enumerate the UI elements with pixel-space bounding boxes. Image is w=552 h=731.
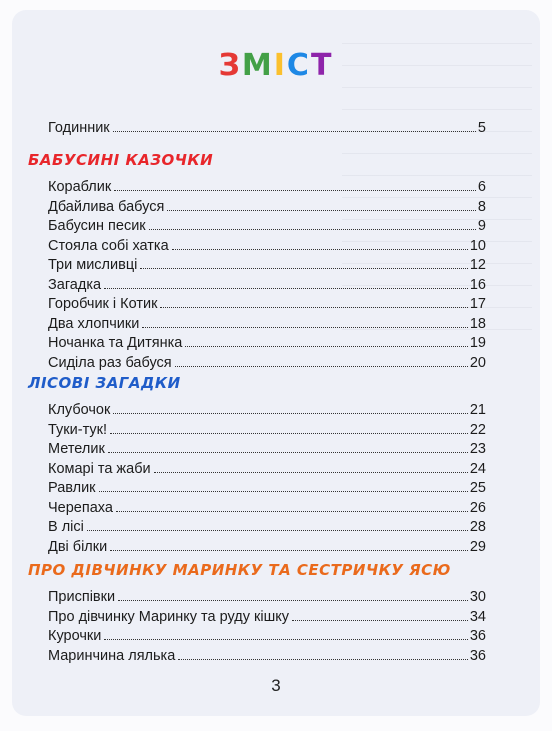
toc-entry-page: 19: [469, 335, 486, 351]
toc-entry-page: 24: [469, 460, 486, 477]
toc-entry-page: 23: [469, 441, 486, 457]
title-letter: М: [241, 48, 274, 83]
toc-entry-page: 28: [469, 519, 486, 535]
section-title-pro-divchynku-marynku: ПРО ДІВЧИНКУ МАРИНКУ ТА СЕСТРИЧКУ ЯСЮ: [28, 561, 451, 579]
toc-entry-page: 36: [469, 647, 486, 664]
toc-entry-title: Равлик: [48, 480, 96, 496]
page-title: [12, 48, 540, 83]
dot-leader: [87, 530, 468, 531]
toc-entry-page: 26: [469, 499, 486, 516]
toc-entry-page: 12: [469, 257, 486, 273]
toc-entry-title: Три мисливці: [48, 257, 138, 273]
toc-entry-page: 8: [477, 198, 486, 215]
dot-leader: [110, 550, 468, 551]
dot-leader: [172, 249, 468, 250]
dot-leader: [99, 491, 468, 492]
toc-entry-page: 6: [477, 179, 486, 195]
title-letter: З: [218, 48, 242, 83]
toc-entry-title: Дві білки: [48, 538, 108, 555]
dot-leader: [113, 131, 476, 132]
dot-leader: [154, 472, 468, 473]
toc-entry-title: Туки-тук!: [48, 421, 107, 438]
toc-entry-page: 5: [477, 120, 486, 136]
toc-entry-title: Горобчик і Котик: [48, 296, 158, 312]
toc-entry-page: 25: [469, 480, 486, 496]
dot-leader: [104, 288, 468, 289]
toc-entry-title: Черепаха: [48, 499, 113, 516]
dot-leader: [149, 229, 476, 230]
book-page: [12, 10, 540, 716]
dot-leader: [118, 600, 468, 601]
dot-leader: [116, 511, 468, 512]
toc-entry-page: 17: [469, 296, 486, 312]
dot-leader: [178, 659, 468, 660]
toc-entry-title: Стояла собі хатка: [48, 237, 169, 254]
toc-entry-title: Клубочок: [48, 402, 111, 418]
toc-entry-title: Загадка: [48, 276, 102, 293]
toc-entry-page: 29: [469, 538, 486, 555]
toc-entry-title: Годинник: [48, 120, 110, 136]
toc-entry-title: Ночанка та Дитянка: [48, 335, 183, 351]
title-letter: С: [286, 48, 311, 83]
title-letter: Т: [310, 48, 334, 83]
toc-entry-page: 36: [469, 628, 486, 644]
dot-leader: [113, 413, 468, 414]
toc-entry-title: Два хлопчики: [48, 315, 140, 332]
dot-leader: [114, 190, 476, 191]
toc-entry-title: Сиділа раз бабуся: [48, 354, 172, 371]
toc-entry-title: Бабусин песик: [48, 218, 146, 234]
toc-entry-page: 9: [477, 218, 486, 234]
toc-entry-title: Кораблик: [48, 179, 112, 195]
page-number: 3: [271, 676, 281, 695]
dot-leader: [108, 452, 468, 453]
toc-entry[interactable]: [48, 642, 486, 664]
section-title-lisovi-zahadky: ЛІСОВІ ЗАГАДКИ: [28, 374, 181, 392]
toc-entry-title: Маринчина лялька: [48, 647, 176, 664]
toc-entry-page: 30: [469, 589, 486, 605]
dot-leader: [160, 307, 467, 308]
toc-entry-page: 21: [469, 402, 486, 418]
toc-entry-page: 34: [469, 608, 486, 625]
dot-leader: [104, 639, 468, 640]
dot-leader: [175, 366, 468, 367]
section-title-babusyni-kazochky: БАБУСИНІ КАЗОЧКИ: [28, 151, 214, 169]
toc-entry-title: Дбайлива бабуся: [48, 198, 165, 215]
toc-entry-title: Курочки: [48, 628, 102, 644]
dot-leader: [140, 268, 468, 269]
dot-leader: [142, 327, 468, 328]
toc-entry-title: Приспівки: [48, 589, 116, 605]
dot-leader: [110, 433, 468, 434]
toc-entry[interactable]: [48, 114, 486, 136]
toc-entry-page: 22: [469, 421, 486, 438]
dot-leader: [185, 346, 468, 347]
toc-entry-title: Метелик: [48, 441, 105, 457]
toc-entry-page: 10: [469, 237, 486, 254]
toc-entry-title: Про дівчинку Маринку та руду кішку: [48, 608, 289, 625]
toc-entry[interactable]: [48, 533, 486, 555]
dot-leader: [167, 210, 476, 211]
title-letter: І: [273, 48, 287, 83]
toc-entry-page: 18: [469, 315, 486, 332]
toc-entry-title: Комарі та жаби: [48, 460, 151, 477]
toc-entry[interactable]: [48, 349, 486, 371]
toc-entry-page: 20: [469, 354, 486, 371]
dot-leader: [292, 620, 468, 621]
toc-entry-page: 16: [469, 276, 486, 293]
toc-entry-title: В лісі: [48, 519, 84, 535]
